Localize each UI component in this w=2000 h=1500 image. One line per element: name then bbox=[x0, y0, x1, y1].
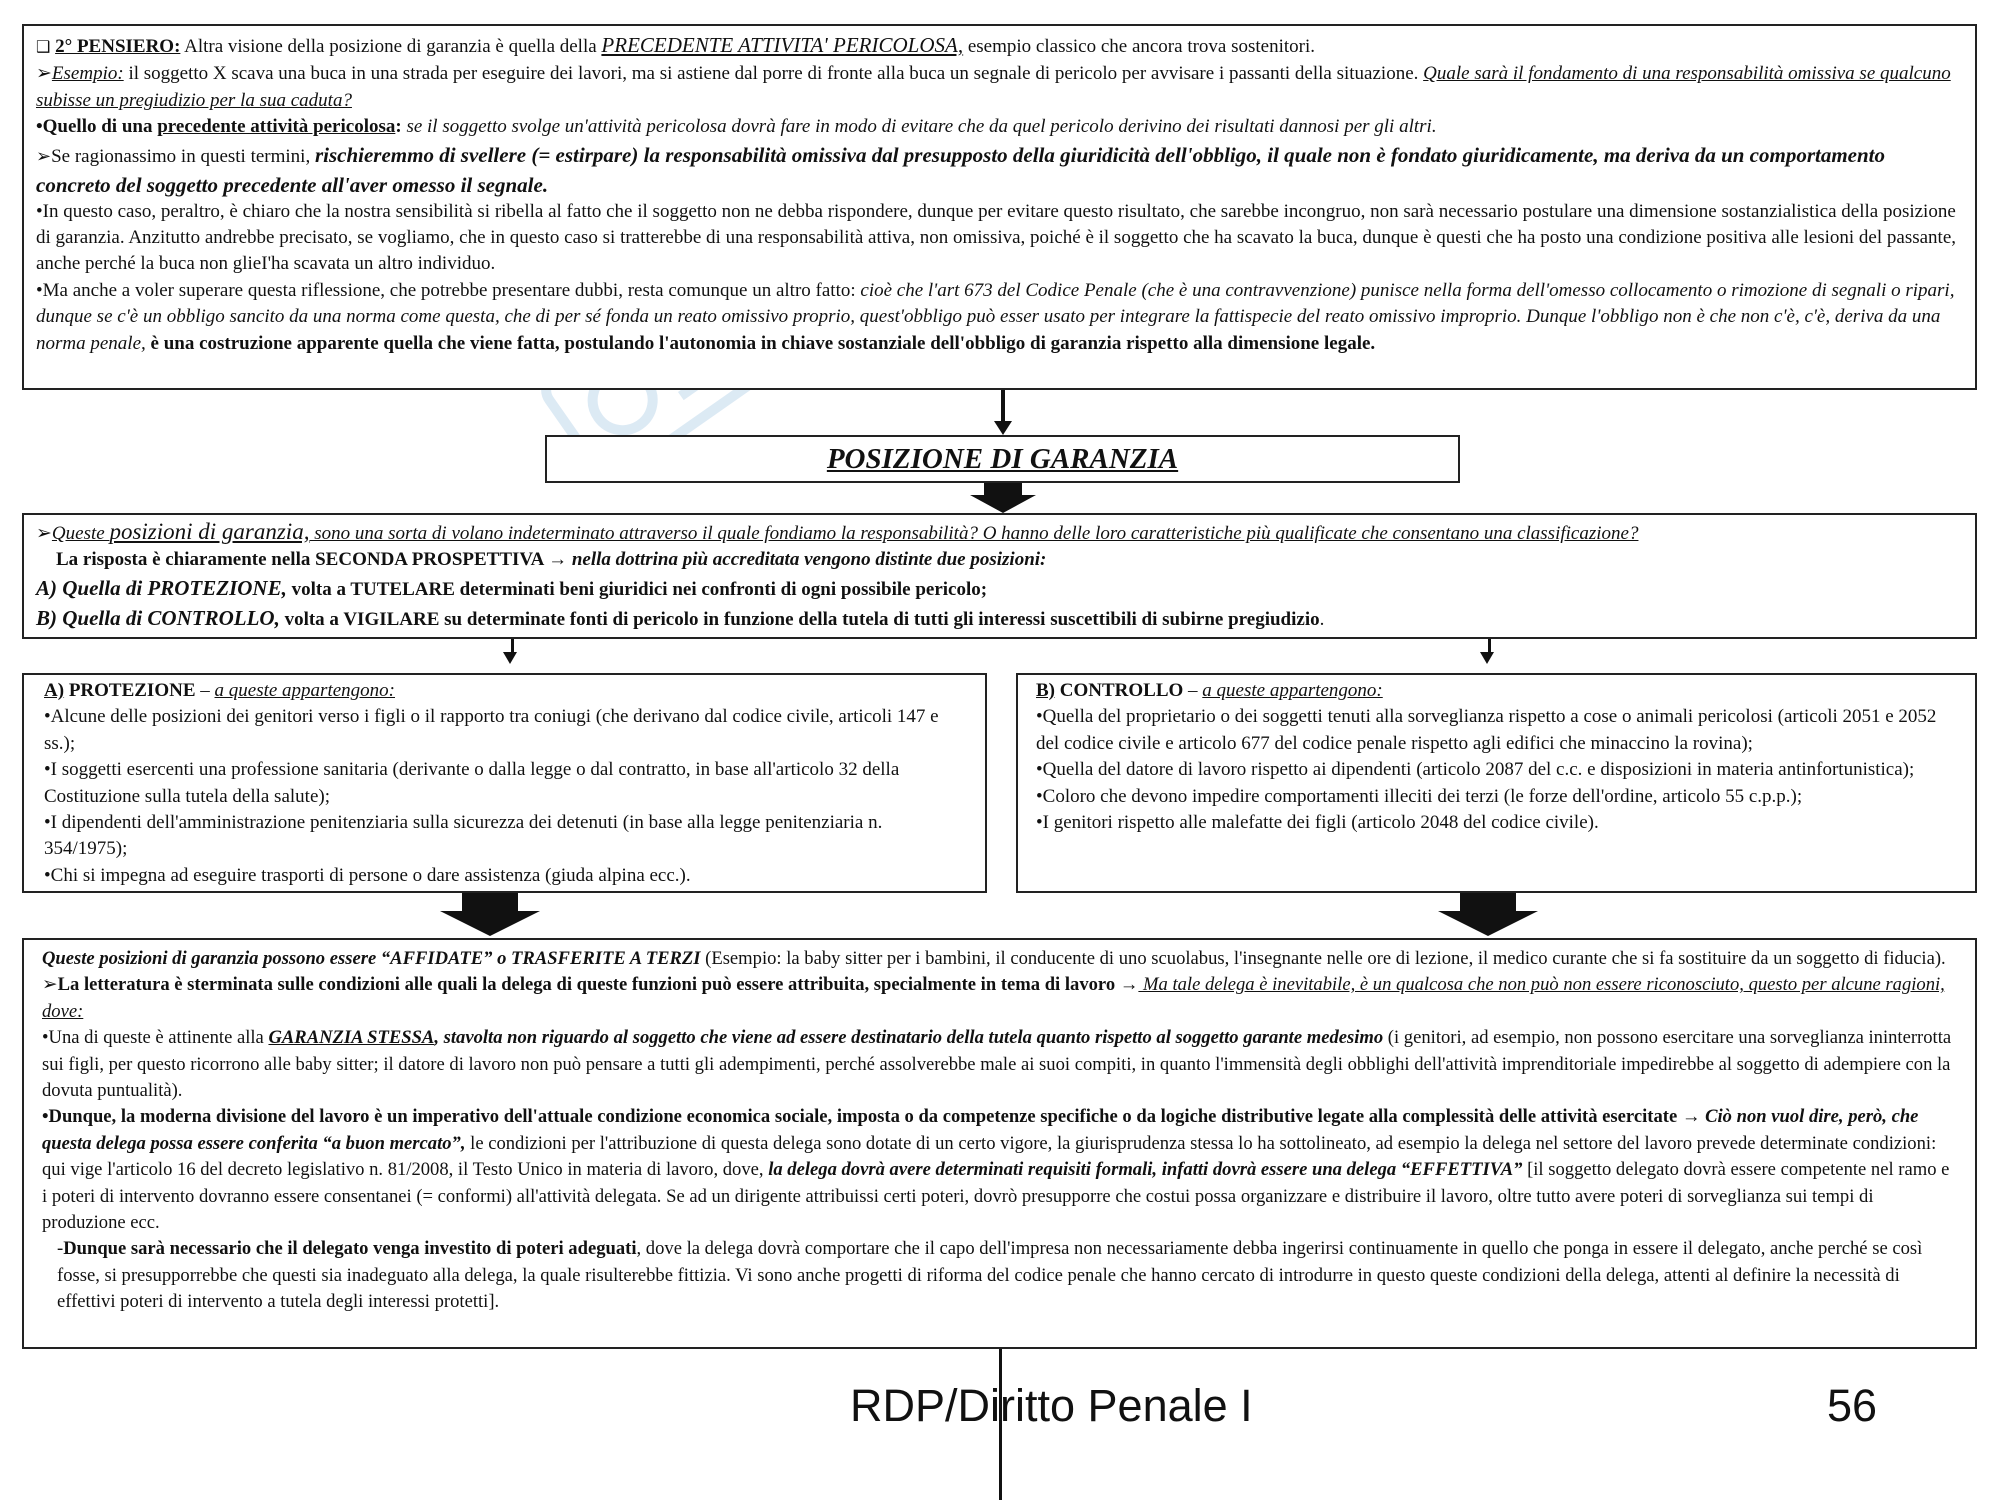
box3-p5-text: , dove la delega dovrà comportare che il capo dell'impresa non necessariamente debba ingerirsi continuamente in quello che ponga in essere il delegato, anche perché se così fosse, si presupporrebbe che questi sia inadeguato alla delega, la quale risulterebbe fittizia. Vi sono anche progetti di riforma del codice penale che hanno cercato di introdurre in questo queste condizioni della delega, attenti al definire la necessità di effettivi poteri di intervento a tutela degli interessi protetti]. bbox=[57, 1238, 1923, 1313]
box-a-letter: A) bbox=[44, 680, 65, 701]
dash-icon: - bbox=[57, 1238, 64, 1260]
list-item: •I soggetti esercenti una professione sanitaria (derivante o dalla legge o dal contratto, in base all'articolo 32 della Costituzione sulla tutela della salute); bbox=[44, 759, 900, 807]
bullet-icon: • bbox=[44, 864, 51, 886]
bullet-icon: • bbox=[36, 279, 43, 301]
box3-p4-emphasis: la delega dovrà avere determinati requisiti formali, infatti dovrà essere una delega “EFFETTIVA” bbox=[768, 1159, 1523, 1181]
box-classificazione bbox=[22, 513, 1977, 639]
option-b-period: . bbox=[1319, 608, 1325, 630]
p2-text: rischieremmo di svellere (= estirpare) la responsabilità omissiva dal presupposto della giuridicità dell'obbligo, il quale non è fondato giuridicamente, ma deriva da un comportamento concreto del soggetto precedente all'aver omesso il segnale. bbox=[36, 142, 1886, 197]
p1-text: se il soggetto svolge un'attività pericolosa dovrà fare in modo di evitare che da quel pericolo derivino dei risultati dannosi per gli altri. bbox=[401, 116, 1437, 138]
heading-emphasis: PRECEDENTE ATTIVITA' PERICOLOSA, bbox=[601, 33, 964, 57]
question-lead: Queste bbox=[51, 523, 110, 544]
p1-lead: Quello di una bbox=[42, 116, 158, 138]
title-box bbox=[545, 435, 1460, 483]
block-arrow-down-icon bbox=[1438, 893, 1538, 936]
bullet-icon: • bbox=[36, 200, 43, 222]
box3-p1-lead: Queste posizioni di garanzia possono essere “AFFIDATE” o TRASFERITE A TERZI bbox=[42, 948, 701, 969]
list-item: •Chi si impegna ad eseguire trasporti di persone o dare assistenza (giuda alpina ecc.). bbox=[44, 864, 691, 886]
arrowhead-icon: ➢ bbox=[42, 974, 58, 996]
question-text: sono una sorta di volano indeterminato attraverso il quale fondiamo la responsabilità? O hanno delle loro caratteristiche più qualificate che consentano una classificazione? bbox=[309, 523, 1639, 544]
p1-underline: precedente attività pericolosa bbox=[157, 116, 396, 138]
arrowhead-icon: ➢ bbox=[36, 145, 52, 167]
bullet-icon: • bbox=[1036, 706, 1043, 728]
p4-lead: Ma anche a voler superare questa riflessione, che potrebbe presentare dubbi, resta comunque un altro fatto: bbox=[42, 279, 861, 301]
box3-p2-text: Ma tale delega è inevitabile, è un qualcosa che non può non essere riconosciuto, questo per alcune ragioni, dove: bbox=[42, 974, 1945, 1022]
bullet-icon: • bbox=[44, 706, 51, 728]
box-a-subtitle: a queste appartengono: bbox=[214, 680, 395, 701]
block-arrow-down-icon bbox=[970, 483, 1036, 513]
page-number: 56 bbox=[1827, 1380, 1878, 1431]
page-title: POSIZIONE DI GARANZIA bbox=[826, 443, 1179, 475]
heading-label: 2° PENSIERO: bbox=[55, 36, 181, 57]
block-arrow-down-icon bbox=[440, 893, 540, 936]
option-a-text: volta a TUTELARE determinati beni giuridici nei confronti di ogni possibile pericolo; bbox=[286, 578, 988, 600]
box3-p5-lead: Dunque sarà necessario che il delegato venga investito di poteri adeguati bbox=[63, 1238, 637, 1260]
box-a-dash: – bbox=[195, 680, 215, 701]
bullet-icon: • bbox=[42, 1106, 49, 1128]
bullet-icon: • bbox=[1036, 812, 1043, 834]
arrowhead-icon: ➢ bbox=[36, 62, 52, 85]
box3-p4-lead: Dunque, la moderna divisione del lavoro è un imperativo dell'attuale condizione economica sociale, imposta o da competenze specifiche o da logiche distributive legate alla complessità delle attività esercitate → bbox=[48, 1106, 1706, 1128]
example-text: il soggetto X scava una buca in una strada per eseguire dei lavori, ma si astiene dal porre di fronte alla buca un segnale di pericolo per avvisare i passanti della situazione. bbox=[123, 63, 1424, 85]
list-item: •I genitori rispetto alle malefatte dei figli (articolo 2048 del codice civile). bbox=[1036, 812, 1599, 834]
box3-p2-lead: La letteratura è sterminata sulle condizioni alle quali la delega di queste funzioni può essere attribuita, specialmente in tema di lavoro → bbox=[57, 974, 1139, 996]
example-question: Quale sarà il fondamento di una responsabilità omissiva se qualcuno subisse un pregiudizio per la sua caduta? bbox=[36, 63, 1951, 111]
list-item: •Alcune delle posizioni dei genitori verso i figli o il rapporto tra coniugi (che derivano dal codice civile, articoli 147 e ss.); bbox=[44, 706, 939, 754]
p1-colon: : bbox=[395, 116, 402, 138]
option-b-label: B) Quella di CONTROLLO, bbox=[36, 605, 280, 630]
checkbox-icon: ❑ bbox=[36, 37, 51, 56]
list-item: •Coloro che devono impedire comportamenti illeciti dei terzi (le forze dell'ordine, articolo 55 c.p.p.); bbox=[1036, 785, 1803, 807]
bullet-icon: • bbox=[36, 116, 43, 138]
box-delega bbox=[22, 938, 1977, 1349]
arrowhead-down-icon bbox=[1480, 652, 1494, 664]
box-b-dash: – bbox=[1183, 680, 1203, 701]
box3-p4-italic: Ciò non vuol dire, però, che questa delega possa essere conferita “a buon mercato”, bbox=[42, 1106, 1919, 1154]
list-item: •Quella del datore di lavoro rispetto ai dipendenti (articolo 2087 del c.c. e disposizioni in materia antinfortunistica); bbox=[1036, 759, 1915, 781]
box-b-subtitle: a queste appartengono: bbox=[1202, 680, 1383, 701]
list-item: •Quella del proprietario o dei soggetti tenuti alla sorveglianza rispetto a cose o animali pericolosi (articoli 2051 e 2052 del codice civile e articolo 677 del codice penale rispetto agli edifici che minaccino la rovina); bbox=[1036, 706, 1937, 754]
box-b-letter: B) bbox=[1036, 680, 1055, 701]
heading-text: Altra visione della posizione di garanzia è quella della bbox=[180, 36, 602, 57]
bullet-icon: • bbox=[42, 1027, 49, 1049]
arrowhead-down-icon bbox=[994, 421, 1012, 435]
box3-p1-text: (Esempio: la baby sitter per i bambini, il conducente di uno scuolabus, l'insegnante nelle ore di lezione, il medico curante che si fa sostituire da un soggetto di fiducia). bbox=[700, 948, 1946, 969]
box3-p3-italic: , stavolta non riguardo al soggetto che viene ad essere destinatario della tutela quanto rispetto al soggetto garante medesimo bbox=[434, 1027, 1384, 1049]
footer-title: RDP/Diritto Penale I bbox=[850, 1380, 1253, 1431]
heading-tail: esempio classico che ancora trova sostenitori. bbox=[963, 36, 1316, 57]
bullet-icon: • bbox=[44, 759, 51, 781]
box3-p4-text: le condizioni per l'attribuzione di questa delega sono dotate di un certo vigore, la giurisprudenza stessa lo ha sottolineato, ad esempio la delega nel settore del lavoro prevede determinate condizioni: qui vige l'articolo 16 del decreto legislativo n. 81/2008, il Testo Unico in materia di lavoro, dove, bbox=[42, 1132, 1937, 1181]
p4-bold: è una costruzione apparente quella che viene fatta, postulando l'autonomia in chiave sostanziale dell'obbligo di garanzia rispetto alla dimensione legale. bbox=[145, 332, 1376, 354]
p2-lead: Se ragionassimo in questi termini, bbox=[51, 145, 315, 167]
option-b-text: volta a VIGILARE su determinate fonti di pericolo in funzione della tutela di tutti gli interessi suscettibili di subirne pregiudizio bbox=[279, 608, 1320, 630]
list-item: •I dipendenti dell'amministrazione penitenziaria sulla sicurezza dei detenuti (in base alla legge penitenziaria n. 354/1975); bbox=[44, 812, 883, 860]
connector-line bbox=[1001, 390, 1005, 424]
box-protezione bbox=[22, 673, 987, 893]
answer-lead: La risposta è chiaramente nella SECONDA PROSPETTIVA → bbox=[56, 549, 572, 571]
box-controllo bbox=[1016, 673, 1977, 893]
arrowhead-down-icon bbox=[503, 652, 517, 664]
question-emphasis: posizioni di garanzia, bbox=[109, 519, 310, 544]
answer-text: nella dottrina più accreditata vengono distinte due posizioni: bbox=[571, 549, 1047, 571]
example-label: Esempio: bbox=[51, 63, 124, 85]
box-b-title: CONTROLLO bbox=[1055, 680, 1184, 701]
bullet-icon: • bbox=[1036, 759, 1043, 781]
bullet-icon: • bbox=[44, 812, 51, 834]
bullet-icon: • bbox=[1036, 785, 1043, 807]
box3-p4-tail: [il soggetto delegato dovrà essere competente nel ramo e i poteri di intervento dovranno essere consentanei (= conformi) all'attività delegata. Se ad un dirigente attribuissi certi poteri, dovrò presupporre che costui possa organizzare e distribuire il lavoro, oltre tutto avere poteri di sorveglianza sui tempi di produzione ecc. bbox=[42, 1159, 1950, 1234]
p4-italic: cioè che l'art 673 del Codice Penale (che è una contravvenzione) punisce nella forma dell'omesso collocamento o rimozione di segnali o ripari, dunque se c'è un obbligo sancito da una norma come questa, che di per sé fonda un reato omissivo proprio, quest'obbligo può esser usato per integrare la fattispecie del reato omissivo improprio. Dunque l'obbligo non è che non c'è, c'è, deriva da una norma penale, bbox=[36, 279, 1955, 354]
box3-p3-text: (i genitori, ad esempio, non possono esercitare una sorveglianza ininterrotta sui figli, per questo ricorrono alle baby sitter; il datore di lavoro non può pensare a tutti gli adempimenti, perché assolverebbe male ai suoi compiti, in quanto l'immensità degli obblighi dell'attività imprenditoriale impedirebbe al soggetto di adempiere con la dovuta puntualità). bbox=[42, 1027, 1952, 1102]
p3-text: In questo caso, peraltro, è chiaro che la nostra sensibilità si ribella al fatto che il soggetto non ne debba rispondere, dunque per evitare questo risultato, che sarebbe incongruo, non sarà necessario postulare una dimensione sostanzialistica della posizione di garanzia. Anzitutto andrebbe precisato, se vogliamo, che in questo caso si tratterebbe di una responsabilità attiva, non omissiva, poiché è il soggetto che ha scavato la buca, dunque è questi che ha posto una condizione positiva alle lesioni del passante, anche perché la buca non glieI'ha scavata un altro individuo. bbox=[36, 200, 1957, 275]
box-precedente-attivita bbox=[22, 24, 1977, 390]
box3-p3-emphasis: GARANZIA STESSA bbox=[268, 1027, 435, 1049]
arrowhead-icon: ➢ bbox=[36, 522, 52, 544]
box-a-title: PROTEZIONE bbox=[64, 680, 196, 701]
option-a-label: A) Quella di PROTEZIONE, bbox=[36, 575, 287, 600]
box3-p3-lead: Una di queste è attinente alla bbox=[48, 1027, 269, 1049]
